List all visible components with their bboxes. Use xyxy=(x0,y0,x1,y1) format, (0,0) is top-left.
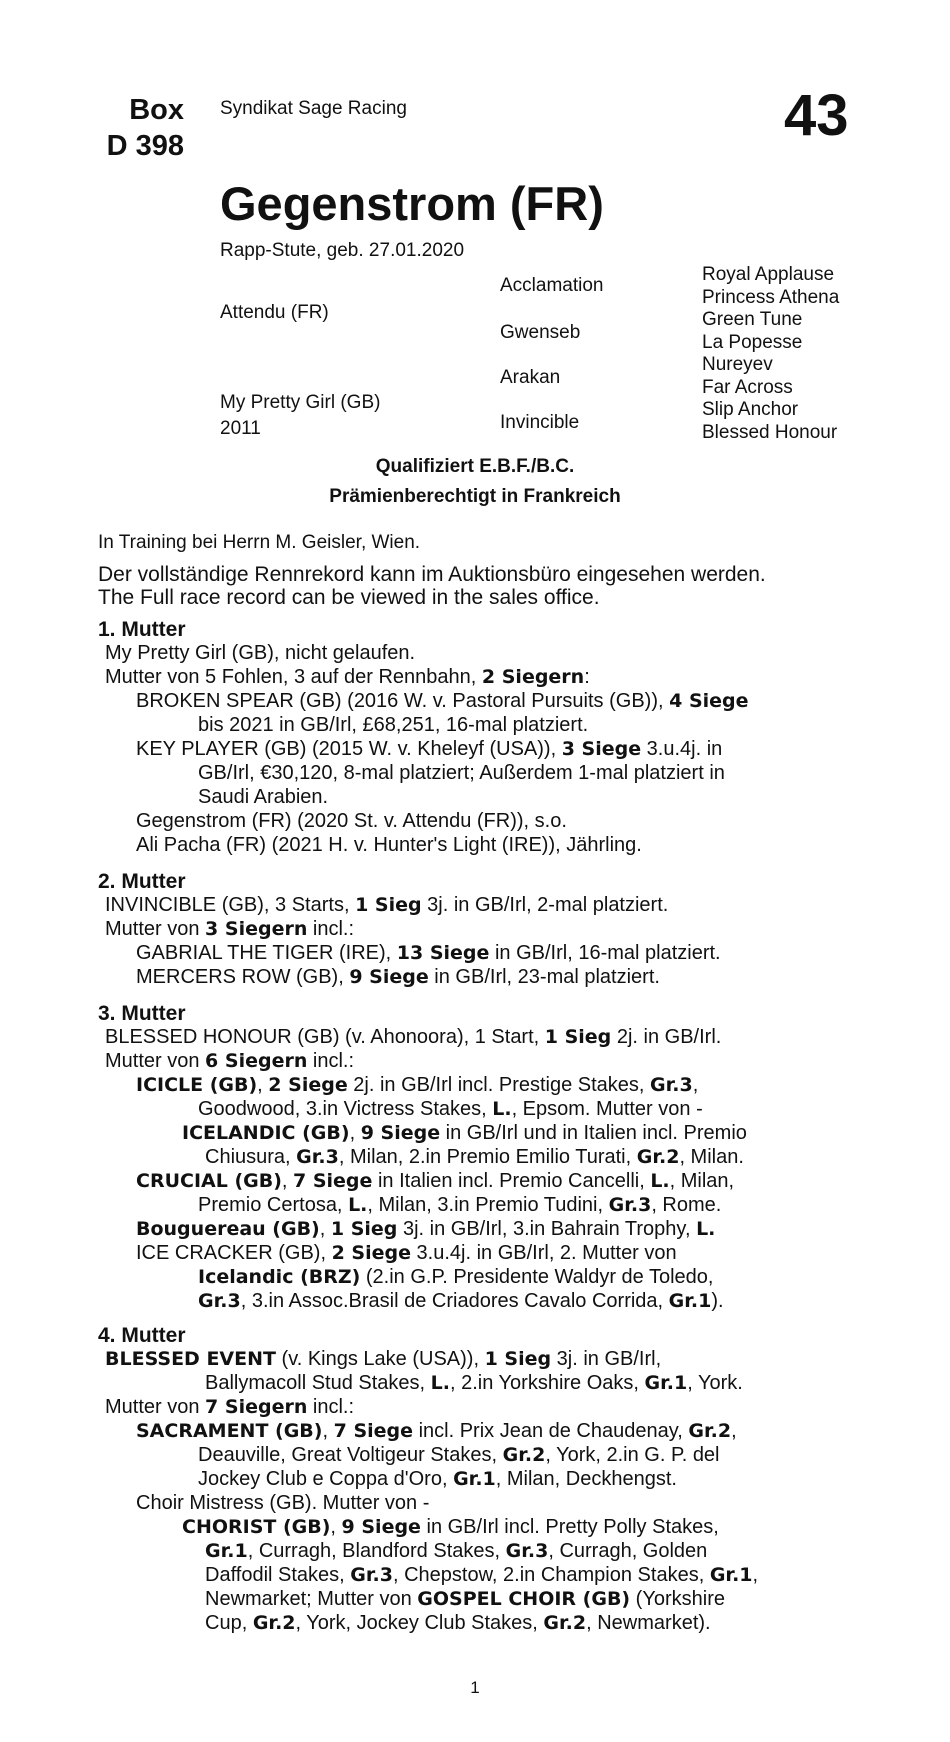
offspring-entry: GABRIAL THE TIGER (IRE), 13 Siege in GB/Irl, 16-mal platziert. xyxy=(136,942,721,964)
offspring-entry-cont: Saudi Arabien. xyxy=(198,786,329,808)
pedigree-great-grandparent: Royal Applause xyxy=(702,264,835,285)
offspring-entry-cont: Icelandic (BRZ) (2.in G.P. Presidente Waldyr de Toledo, xyxy=(198,1266,714,1288)
box-line-1: Box xyxy=(129,94,184,126)
offspring-entry-cont: GB/Irl, €30,120, 8-mal platziert; Außerdem 1-mal platziert in xyxy=(198,762,725,784)
offspring-entry-cont: Gr.3, 3.in Assoc.Brasil de Criadores Cavalo Corrida, Gr.1). xyxy=(198,1290,724,1312)
offspring-entry: CRUCIAL (GB), 7 Siege in Italien incl. Premio Cancelli, L., Milan, xyxy=(136,1170,735,1192)
dam-line: BLESSED HONOUR (GB) (v. Ahonoora), 1 Start, 1 Sieg 2j. in GB/Irl. xyxy=(105,1026,722,1048)
dam-line: Mutter von 7 Siegern incl.: xyxy=(105,1396,355,1418)
offspring-entry-cont: Deauville, Great Voltigeur Stakes, Gr.2, York, 2.in G. P. del xyxy=(198,1444,720,1466)
record-note-de: Der vollständige Rennrekord kann im Auktionsbüro eingesehen werden. xyxy=(98,563,766,586)
dam-line: Mutter von 3 Siegern incl.: xyxy=(105,918,355,940)
dam-line-cont: Ballymacoll Stud Stakes, L., 2.in Yorkshire Oaks, Gr.1, York. xyxy=(205,1372,743,1394)
pedigree-great-grandparent: Far Across xyxy=(702,377,793,398)
pedigree-grandparent: Arakan xyxy=(500,367,561,388)
dam-line: My Pretty Girl (GB), nicht gelaufen. xyxy=(105,642,416,664)
record-note-en: The Full race record can be viewed in the sales office. xyxy=(98,586,600,609)
offspring-entry: Gegenstrom (FR) (2020 St. v. Attendu (FR)), s.o. xyxy=(136,810,567,832)
offspring-entry: MERCERS ROW (GB), 9 Siege in GB/Irl, 23-mal platziert. xyxy=(136,966,660,988)
pedigree-great-grandparent: Slip Anchor xyxy=(702,399,799,420)
offspring-entry: CHORIST (GB), 9 Siege in GB/Irl incl. Pretty Polly Stakes, xyxy=(182,1516,719,1538)
horse-name: Gegenstrom (FR) xyxy=(220,177,604,230)
offspring-entry: Ali Pacha (FR) (2021 H. v. Hunter's Light (IRE)), Jährling. xyxy=(136,834,642,856)
box-line-2: D 398 xyxy=(106,130,184,162)
section-title: 1. Mutter xyxy=(98,618,186,641)
dam-line: Mutter von 5 Fohlen, 3 auf der Rennbahn, 2 Siegern: xyxy=(105,666,590,688)
qualification-line: Prämienberechtigt in Frankreich xyxy=(329,486,621,507)
section-title: 2. Mutter xyxy=(98,870,186,893)
offspring-entry-cont: Goodwood, 3.in Victress Stakes, L., Epsom. Mutter von - xyxy=(198,1098,703,1120)
offspring-entry-cont: Gr.1, Curragh, Blandford Stakes, Gr.3, Curragh, Golden xyxy=(205,1540,708,1562)
training-note: In Training bei Herrn M. Geisler, Wien. xyxy=(98,532,421,553)
pedigree-great-grandparent: Blessed Honour xyxy=(702,422,838,443)
offspring-entry: ICICLE (GB), 2 Siege 2j. in GB/Irl incl. Prestige Stakes, Gr.3, xyxy=(136,1074,699,1096)
offspring-entry-cont: bis 2021 in GB/Irl, £68,251, 16-mal platziert. xyxy=(198,714,589,736)
pedigree-great-grandparent: Princess Athena xyxy=(702,287,840,308)
dam-line: BLESSED EVENT (v. Kings Lake (USA)), 1 Sieg 3j. in GB/Irl, xyxy=(105,1348,662,1370)
offspring-entry-cont: Daffodil Stakes, Gr.3, Chepstow, 2.in Champion Stakes, Gr.1, xyxy=(205,1564,759,1586)
page-number: 1 xyxy=(470,1678,480,1697)
dam-line: INVINCIBLE (GB), 3 Starts, 1 Sieg 3j. in GB/Irl, 2-mal platziert. xyxy=(105,894,669,916)
horse-subtitle: Rapp-Stute, geb. 27.01.2020 xyxy=(220,240,465,261)
offspring-entry: SACRAMENT (GB), 7 Siege incl. Prix Jean de Chaudenay, Gr.2, xyxy=(136,1420,737,1442)
offspring-entry: ICE CRACKER (GB), 2 Siege 3.u.4j. in GB/Irl, 2. Mutter von xyxy=(136,1242,677,1264)
lot-number: 43 xyxy=(784,83,849,148)
pedigree-sire: Attendu (FR) xyxy=(220,302,329,323)
offspring-entry: KEY PLAYER (GB) (2015 W. v. Kheleyf (USA)), 3 Siege 3.u.4j. in xyxy=(136,738,723,760)
pedigree-great-grandparent: Nureyev xyxy=(702,354,773,375)
pedigree-grandparent: Gwenseb xyxy=(500,322,581,343)
offspring-entry-cont: Chiusura, Gr.3, Milan, 2.in Premio Emilio Turati, Gr.2, Milan. xyxy=(205,1146,744,1168)
dam-line: Mutter von 6 Siegern incl.: xyxy=(105,1050,355,1072)
offspring-entry: ICELANDIC (GB), 9 Siege in GB/Irl und in Italien incl. Premio xyxy=(182,1122,747,1144)
pedigree-dam: My Pretty Girl (GB) xyxy=(220,392,381,413)
offspring-entry: Bouguereau (GB), 1 Sieg 3j. in GB/Irl, 3.in Bahrain Trophy, L. xyxy=(136,1218,716,1240)
consignor: Syndikat Sage Racing xyxy=(220,98,407,119)
offspring-entry-cont: Cup, Gr.2, York, Jockey Club Stakes, Gr.2, Newmarket). xyxy=(205,1612,711,1634)
qualification-line: Qualifiziert E.B.F./B.C. xyxy=(375,456,575,477)
offspring-entry-cont: Jockey Club e Coppa d'Oro, Gr.1, Milan, Deckhengst. xyxy=(198,1468,677,1490)
pedigree-dam-year: 2011 xyxy=(220,418,261,439)
pedigree-grandparent: Invincible xyxy=(500,412,580,433)
section-title: 4. Mutter xyxy=(98,1324,186,1347)
pedigree-great-grandparent: La Popesse xyxy=(702,332,803,353)
offspring-entry-cont: Premio Certosa, L., Milan, 3.in Premio Tudini, Gr.3, Rome. xyxy=(198,1194,722,1216)
offspring-entry: BROKEN SPEAR (GB) (2016 W. v. Pastoral Pursuits (GB)), 4 Siege xyxy=(136,690,749,712)
offspring-entry-cont: Newmarket; Mutter von GOSPEL CHOIR (GB) (Yorkshire xyxy=(205,1588,725,1610)
pedigree-great-grandparent: Green Tune xyxy=(702,309,803,330)
section-title: 3. Mutter xyxy=(98,1002,186,1025)
pedigree-grandparent: Acclamation xyxy=(500,275,604,296)
offspring-entry: Choir Mistress (GB). Mutter von - xyxy=(136,1492,430,1514)
box-label xyxy=(96,92,184,164)
